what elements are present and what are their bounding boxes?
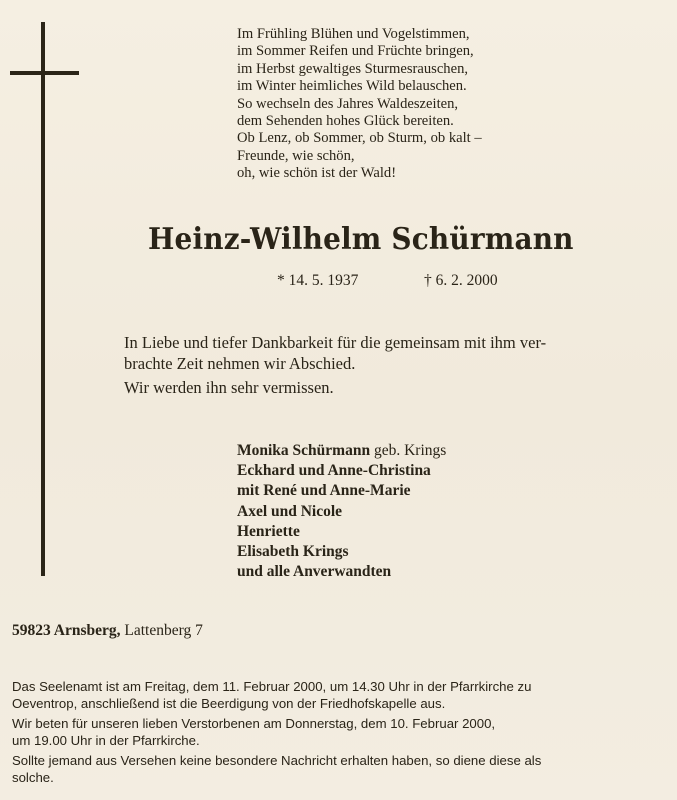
mourner-entry: Elisabeth Krings bbox=[237, 543, 349, 561]
service-notices bbox=[12, 679, 672, 791]
mourner-entry: Axel und Nicole bbox=[237, 502, 343, 520]
notice-line: Sollte jemand aus Versehen keine besondere Nachricht erhalten haben, so diene diese als bbox=[12, 753, 542, 769]
message-line: In Liebe und tiefer Dankbarkeit für die gemeinsam mit ihm ver- bbox=[124, 333, 547, 352]
miss-message: Wir werden ihn sehr vermissen. bbox=[124, 378, 334, 397]
poem-line: Im Frühling Blühen und Vogelstimmen, bbox=[237, 26, 470, 42]
poem-line: im Sommer Reifen und Früchte bringen, bbox=[237, 43, 474, 60]
poem-line: Ob Lenz, ob Sommer, ob Sturm, ob kalt – bbox=[237, 130, 482, 147]
address-city: 59823 Arnsberg, bbox=[12, 622, 121, 639]
poem-line: So wechseln des Jahres Waldeszeiten, bbox=[237, 95, 459, 112]
mourner-entry: Henriette bbox=[237, 522, 300, 540]
farewell-message bbox=[124, 332, 664, 374]
cross-icon-horizontal-beam bbox=[10, 71, 79, 75]
address bbox=[12, 622, 203, 640]
poem-line: oh, wie schön ist der Wald! bbox=[237, 165, 397, 182]
birth-date: * 14. 5. 1937 bbox=[277, 272, 359, 289]
notice-line: solche. bbox=[12, 769, 54, 785]
message-line: brachte Zeit nehmen wir Abschied. bbox=[124, 354, 356, 373]
mourners-list bbox=[237, 441, 446, 582]
mourner-maiden-name: geb. Krings bbox=[373, 442, 447, 459]
poem-line: dem Sehenden hohes Glück bereiten. bbox=[237, 113, 454, 130]
deceased-name: Heinz-Wilhelm Schürmann bbox=[148, 222, 574, 257]
mourner-entry: mit René und Anne-Marie bbox=[237, 482, 411, 500]
mourner-entry: und alle Anverwandten bbox=[237, 563, 392, 581]
poem-line: im Winter heimliches Wild belauschen. bbox=[237, 78, 467, 95]
poem-line: Freunde, wie schön, bbox=[237, 147, 355, 164]
mourner-entry bbox=[237, 441, 446, 461]
cross-icon-vertical-beam bbox=[41, 22, 45, 576]
poem-line: im Herbst gewaltiges Sturmesrauschen, bbox=[237, 60, 469, 77]
notice-line: um 19.00 Uhr in der Pfarrkirche. bbox=[12, 732, 200, 748]
no-notification-notice bbox=[12, 753, 672, 786]
mourner-name: Monika Schürmann bbox=[237, 442, 371, 459]
notice-line: Wir beten für unseren lieben Verstorbenen am Donnerstag, dem 10. Februar 2000, bbox=[12, 716, 496, 732]
notice-line: Das Seelenamt ist am Freitag, dem 11. Februar 2000, um 14.30 Uhr in der Pfarrkirche zu bbox=[12, 679, 532, 694]
prayer-notice bbox=[12, 716, 672, 749]
poem bbox=[237, 26, 577, 183]
address-street: Lattenberg 7 bbox=[124, 622, 203, 639]
requiem-notice bbox=[12, 679, 672, 712]
notice-line: Oeventrop, anschließend ist die Beerdigung von der Friedhofskapelle aus. bbox=[12, 695, 446, 711]
mourner-entry: Eckhard und Anne-Christina bbox=[237, 462, 431, 480]
death-date: † 6. 2. 2000 bbox=[424, 272, 498, 289]
